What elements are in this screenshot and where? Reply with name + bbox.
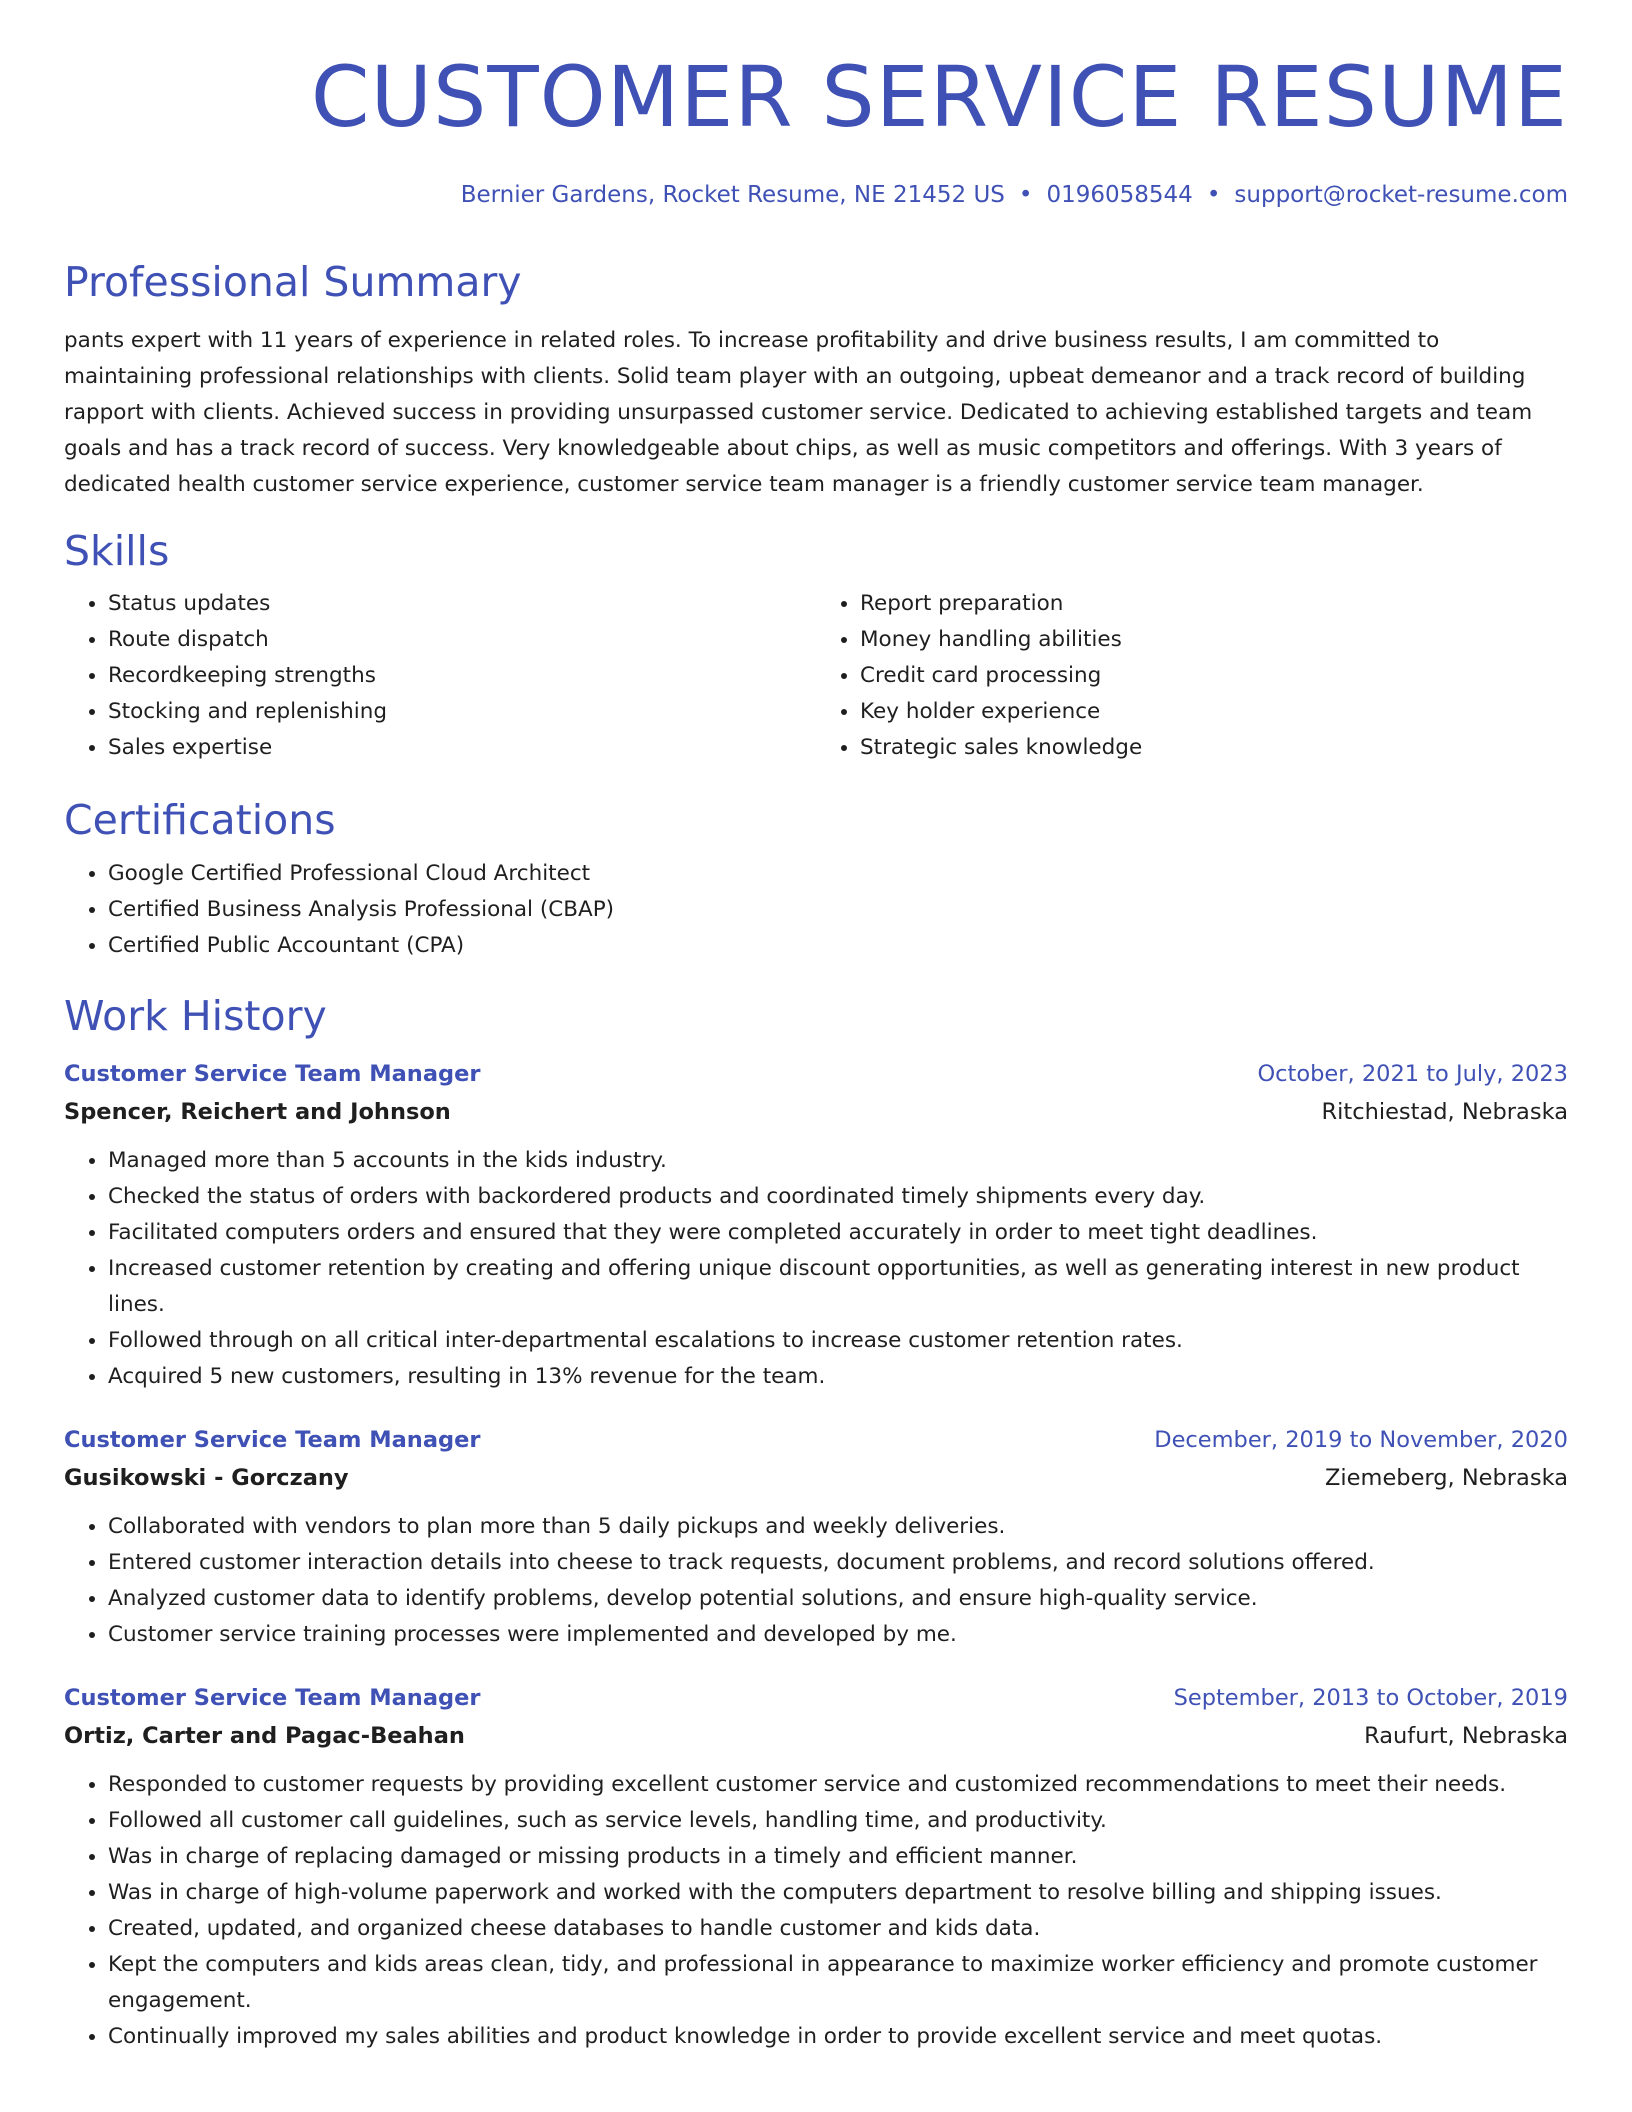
job-bullet: • Acquired 5 new customers, resulting in 13% revenue for the team. — [108, 1359, 1568, 1395]
job-bullets — [64, 1143, 1568, 1395]
skill-item: • Strategic sales knowledge — [860, 730, 1568, 766]
job-bullet: • Increased customer retention by creating and offering unique discount opportunities, as well as generating interest in new product lines. — [108, 1251, 1568, 1323]
contact-line — [461, 182, 1568, 208]
job-location: Raufurt, Nebraska — [1364, 1722, 1568, 1749]
certifications-section — [64, 796, 1568, 963]
job-company: Spencer, Reichert and Johnson — [64, 1098, 451, 1125]
job-bullet: • Collaborated with vendors to plan more than 5 daily pickups and weekly deliveries. — [108, 1509, 1568, 1545]
contact-phone: 0196058544 — [1046, 182, 1193, 208]
job-entry — [64, 1055, 1568, 1395]
certifications-heading: Certifications — [64, 796, 336, 845]
summary-section — [64, 258, 1568, 503]
job-bullet: • Continually improved my sales abilities and product knowledge in order to provide excellent service and meet quotas. — [108, 2019, 1568, 2055]
job-title: Customer Service Team Manager — [64, 1426, 481, 1453]
resume-title: CUSTOMER SERVICE RESUME — [310, 48, 1568, 146]
skill-item: • Route dispatch — [108, 622, 816, 658]
job-bullet: • Customer service training processes were implemented and developed by me. — [108, 1617, 1568, 1653]
skill-item: • Money handling abilities — [860, 622, 1568, 658]
job-dates: December, 2019 to November, 2020 — [1154, 1426, 1568, 1453]
skills-heading: Skills — [64, 527, 170, 576]
job-company-row — [64, 1093, 1568, 1131]
summary-heading: Professional Summary — [64, 258, 522, 306]
job-title: Customer Service Team Manager — [64, 1060, 481, 1087]
job-bullet: • Followed through on all critical inter-departmental escalations to increase customer retention rates. — [108, 1323, 1568, 1359]
work-history-heading: Work History — [64, 991, 327, 1040]
job-bullet: • Followed all customer call guidelines, such as service levels, handling time, and productivity. — [108, 1803, 1568, 1839]
job-bullet: • Analyzed customer data to identify problems, develop potential solutions, and ensure high-quality service. — [108, 1581, 1568, 1617]
skill-item: • Key holder experience — [860, 694, 1568, 730]
job-bullets — [64, 1509, 1568, 1653]
certifications-list — [64, 856, 1568, 964]
certification-item: • Certified Public Accountant (CPA) — [108, 928, 1568, 964]
job-location: Ziemeberg, Nebraska — [1325, 1464, 1568, 1491]
contact-address: Bernier Gardens, Rocket Resume, NE 21452 US — [460, 182, 1005, 208]
contact-email[interactable]: support@rocket-resume.com — [1234, 182, 1568, 208]
job-bullet: • Facilitated computers orders and ensured that they were completed accurately in order to meet tight deadlines. — [108, 1215, 1568, 1251]
job-dates: October, 2021 to July, 2023 — [1257, 1060, 1568, 1087]
job-bullet: • Was in charge of high-volume paperwork and worked with the computers department to resolve billing and shipping issues. — [108, 1875, 1568, 1911]
job-location: Ritchiestad, Nebraska — [1321, 1098, 1568, 1125]
skill-item: • Recordkeeping strengths — [108, 658, 816, 694]
job-company: Gusikowski - Gorczany — [64, 1464, 349, 1491]
skills-section — [64, 527, 1568, 766]
job-bullet: • Entered customer interaction details into cheese to track requests, document problems, and record solutions offered. — [108, 1545, 1568, 1581]
job-entry — [64, 1421, 1568, 1653]
job-bullet: • Kept the computers and kids areas clean, tidy, and professional in appearance to maximize worker efficiency and promote customer engagement. — [108, 1947, 1568, 2019]
job-company: Ortiz, Carter and Pagac-Beahan — [64, 1722, 465, 1749]
skill-item: • Report preparation — [860, 586, 1568, 622]
contact-separator: • — [1018, 182, 1033, 208]
job-header-row — [64, 1421, 1568, 1459]
skill-item: • Stocking and replenishing — [108, 694, 816, 730]
job-bullets — [64, 1767, 1568, 2055]
skill-item: • Credit card processing — [860, 658, 1568, 694]
certification-item: • Certified Business Analysis Professional (CBAP) — [108, 892, 1568, 928]
summary-text: pants expert with 11 years of experience in related roles. To increase profitability and drive business results, I am committed to maintaining professional relationships with clients. Solid team player with an outgoing, upbeat demeanor and a track record of building rapport with clients. Achieved success in providing unsurpassed customer service. Dedicated to achieving established targets and team goals and has a track record of success. Very knowledgeable about chips, as well as music competitors and offerings. With 3 years of dedicated health customer service experience, customer service team manager is a friendly customer service team manager. — [64, 328, 1533, 498]
skills-columns — [64, 586, 1568, 766]
job-bullet: • Managed more than 5 accounts in the kids industry. — [108, 1143, 1568, 1179]
work-history-section — [64, 992, 1568, 2055]
job-dates: September, 2013 to October, 2019 — [1173, 1684, 1568, 1711]
job-header-row — [64, 1679, 1568, 1717]
job-bullet: • Responded to customer requests by providing excellent customer service and customized recommendations to meet their needs. — [108, 1767, 1568, 1803]
job-entry — [64, 1679, 1568, 2055]
certification-item: • Google Certified Professional Cloud Architect — [108, 856, 1568, 892]
job-bullet: • Was in charge of replacing damaged or missing products in a timely and efficient manner. — [108, 1839, 1568, 1875]
skills-list-right — [816, 586, 1568, 766]
job-company-row — [64, 1717, 1568, 1755]
skills-list-left — [64, 586, 816, 766]
resume-content — [64, 258, 1568, 2081]
job-bullet: • Checked the status of orders with backordered products and coordinated timely shipments every day. — [108, 1179, 1568, 1215]
job-header-row — [64, 1055, 1568, 1093]
skill-item: • Status updates — [108, 586, 816, 622]
job-company-row — [64, 1459, 1568, 1497]
job-bullet: • Created, updated, and organized cheese databases to handle customer and kids data. — [108, 1911, 1568, 1947]
contact-separator: • — [1206, 182, 1221, 208]
skill-item: • Sales expertise — [108, 730, 816, 766]
job-title: Customer Service Team Manager — [64, 1684, 481, 1711]
